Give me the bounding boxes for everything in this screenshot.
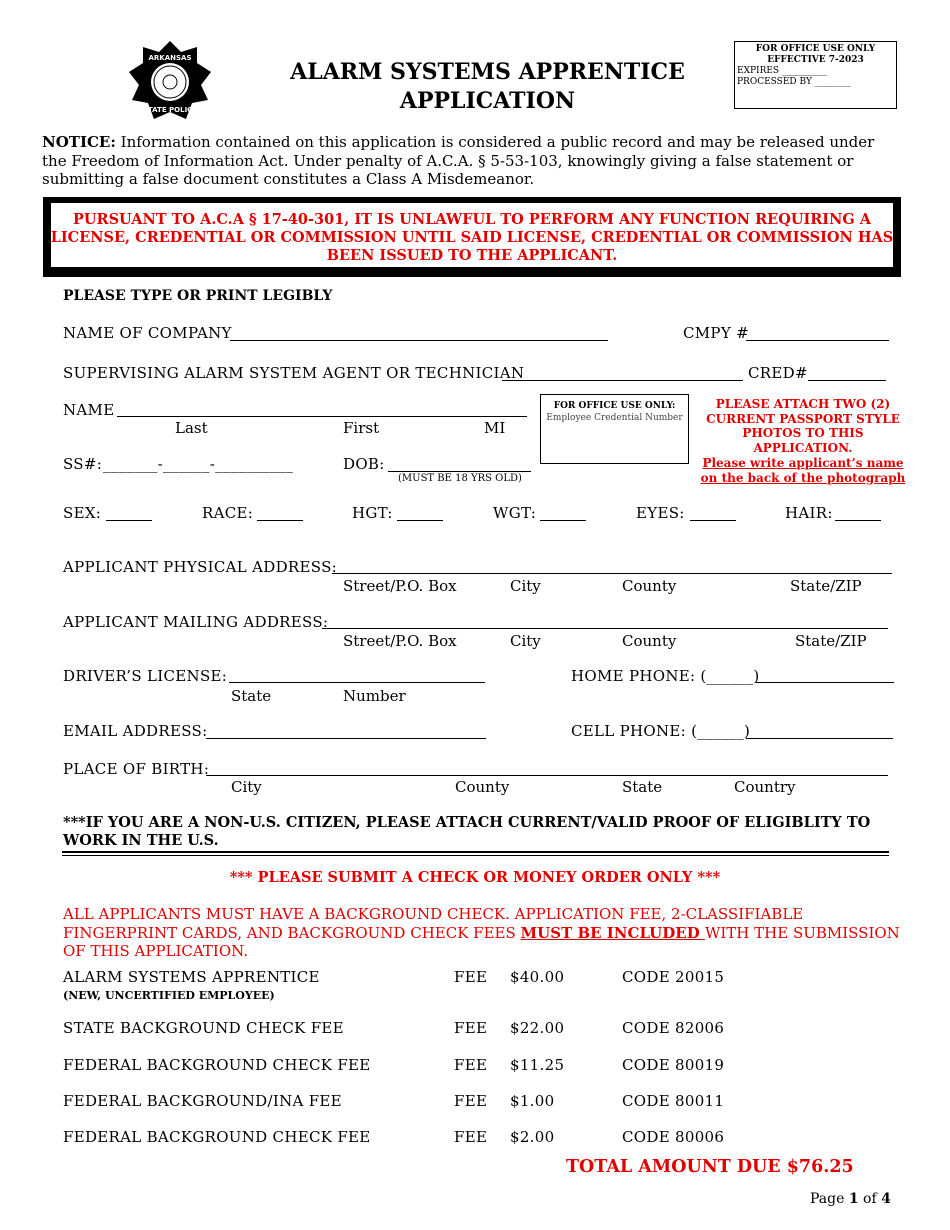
mailing-city-caption: City xyxy=(510,632,541,650)
physical-address-field[interactable] xyxy=(332,573,892,574)
drivers-license-field[interactable] xyxy=(229,682,485,683)
photo-note-2: CURRENT PASSPORT STYLE xyxy=(706,411,900,426)
fee-name: STATE BACKGROUND CHECK FEE xyxy=(63,1019,344,1037)
dl-number-caption: Number xyxy=(343,687,406,705)
fee-amount: $2.00 xyxy=(510,1128,555,1146)
eyes-field[interactable] xyxy=(690,520,736,521)
fee-amount: $11.25 xyxy=(510,1056,565,1074)
seal-top-text: ARKANSAS xyxy=(148,54,192,62)
bg-line-2a: FINGERPRINT CARDS, AND BACKGROUND CHECK FEES xyxy=(63,923,521,942)
fee-label: FEE xyxy=(454,968,488,986)
physical-county-caption: County xyxy=(622,577,677,595)
pob-city-caption: City xyxy=(231,778,262,796)
pob-county-caption: County xyxy=(455,778,510,796)
dl-state-caption: State xyxy=(231,687,272,705)
name-mi-caption: MI xyxy=(484,419,506,437)
physical-statezip-caption: State/ZIP xyxy=(790,577,862,595)
photo-note-5: Please write applicant’s name xyxy=(702,455,904,470)
fee-label: FEE xyxy=(454,1092,488,1110)
email-field[interactable] xyxy=(206,738,486,739)
company-name-field[interactable] xyxy=(230,340,608,341)
sex-field[interactable] xyxy=(106,520,152,521)
pob-country-caption: Country xyxy=(734,778,796,796)
fee-code: CODE 80011 xyxy=(622,1092,725,1110)
mailing-street-caption: Street/P.O. Box xyxy=(343,632,457,650)
fee-code: CODE 80006 xyxy=(622,1128,725,1146)
print-legibly-instruction: PLEASE TYPE OR PRINT LEGIBLY xyxy=(63,288,333,304)
physical-street-caption: Street/P.O. Box xyxy=(343,577,457,595)
home-phone-field[interactable] xyxy=(756,682,894,683)
race-label: RACE: xyxy=(202,504,254,522)
notice-label: NOTICE: xyxy=(42,133,116,151)
fee-code: CODE 80019 xyxy=(622,1056,725,1074)
name-label: NAME xyxy=(63,401,115,419)
fee-code: CODE 20015 xyxy=(622,968,725,986)
fee-code: CODE 82006 xyxy=(622,1019,725,1037)
place-of-birth-label: PLACE OF BIRTH: xyxy=(63,760,210,778)
cmpy-field[interactable] xyxy=(746,340,889,341)
photo-note-4: APPLICATION. xyxy=(753,441,853,456)
fee-amount: $22.00 xyxy=(510,1019,565,1037)
seal-bottom-text: STATE POLICE xyxy=(142,106,198,114)
office-use-effective: EFFECTIVE 7-2023 xyxy=(767,55,864,65)
fee-name: FEDERAL BACKGROUND CHECK FEE xyxy=(63,1128,371,1146)
hgt-field[interactable] xyxy=(397,520,443,521)
warning-box xyxy=(43,197,901,277)
photo-note-3: PHOTOS TO THIS xyxy=(742,426,864,441)
pob-state-caption: State xyxy=(622,778,663,796)
page-label: Page xyxy=(810,1191,849,1207)
place-of-birth-field[interactable] xyxy=(206,775,888,776)
name-first-caption: First xyxy=(343,419,380,437)
page-current: 1 xyxy=(848,1191,859,1207)
background-check-paragraph xyxy=(63,905,900,961)
cred-label: CRED# xyxy=(748,364,808,382)
photo-instructions xyxy=(700,397,906,485)
photo-note-1: PLEASE ATTACH TWO (2) xyxy=(715,397,891,411)
fee-label: FEE xyxy=(454,1056,488,1074)
dob-note: (MUST BE 18 YRS OLD) xyxy=(398,473,522,484)
supervising-label: SUPERVISING ALARM SYSTEM AGENT OR TECHNICIAN xyxy=(63,364,525,382)
bg-line-1: ALL APPLICANTS MUST HAVE A BACKGROUND CHECK. APPLICATION FEE, 2-CLASSIFIABLE xyxy=(63,905,804,923)
photo-note-6: on the back of the photograph xyxy=(700,470,906,485)
fee-amount: $1.00 xyxy=(510,1092,555,1110)
ss-field[interactable]: _______-______-__________ xyxy=(103,455,294,473)
race-field[interactable] xyxy=(257,520,303,521)
physical-city-caption: City xyxy=(510,577,541,595)
title-line-2: APPLICATION xyxy=(399,88,576,114)
hair-label: HAIR: xyxy=(785,504,833,522)
fee-name: FEDERAL BACKGROUND/INA FEE xyxy=(63,1092,342,1110)
cmpy-label: CMPY # xyxy=(683,324,749,342)
notice-text-1: Information contained on this application is considered a public record and may be released under xyxy=(115,133,875,151)
notice-paragraph xyxy=(42,133,922,189)
supervising-field[interactable] xyxy=(502,380,743,381)
employee-credential-box xyxy=(540,394,689,464)
arkansas-state-police-seal xyxy=(128,40,212,124)
citizen-line-1: ***IF YOU ARE A NON-U.S. CITIZEN, PLEASE ATTACH CURRENT/VALID PROOF OF ELIGIBLITY TO xyxy=(63,814,871,831)
home-phone-label: HOME PHONE: (______) xyxy=(571,667,760,685)
mailing-address-field[interactable] xyxy=(322,628,888,629)
fee-label: FEE xyxy=(454,1019,488,1037)
ss-label: SS#: xyxy=(63,455,103,473)
wgt-field[interactable] xyxy=(540,520,586,521)
email-label: EMAIL ADDRESS: xyxy=(63,722,208,740)
title-line-1: ALARM SYSTEMS APPRENTICE xyxy=(290,59,685,85)
mailing-address-label: APPLICANT MAILING ADDRESS: xyxy=(63,613,329,631)
warning-line-3: BEEN ISSUED TO THE APPLICANT. xyxy=(326,247,618,264)
fee-label: FEE xyxy=(454,1128,488,1146)
office-use-box xyxy=(734,41,897,109)
hair-field[interactable] xyxy=(835,520,881,521)
sex-label: SEX: xyxy=(63,504,102,522)
mailing-statezip-caption: State/ZIP xyxy=(795,632,867,650)
cell-phone-field[interactable] xyxy=(746,738,893,739)
bg-line-2c: WITH THE SUBMISSION xyxy=(704,923,900,942)
total-amount-due: TOTAL AMOUNT DUE $76.25 xyxy=(566,1157,854,1177)
fee-amount: $40.00 xyxy=(510,968,565,986)
office-use-processed: PROCESSED BY ________ xyxy=(737,77,851,87)
name-last-caption: Last xyxy=(175,419,208,437)
fee-name: FEDERAL BACKGROUND CHECK FEE xyxy=(63,1056,371,1074)
eyes-label: EYES: xyxy=(636,504,685,522)
dob-field[interactable] xyxy=(388,471,531,472)
office-use-title: FOR OFFICE USE ONLY xyxy=(755,44,876,54)
wgt-label: WGT: xyxy=(493,504,537,522)
credential-box-title: FOR OFFICE USE ONLY: xyxy=(553,401,676,411)
mailing-county-caption: County xyxy=(622,632,677,650)
drivers-license-label: DRIVER’S LICENSE: xyxy=(63,667,228,685)
bg-line-2b: MUST BE INCLUDED xyxy=(520,923,705,942)
company-name-label: NAME OF COMPANY xyxy=(63,324,232,342)
hgt-label: HGT: xyxy=(352,504,393,522)
citizen-line-2: WORK IN THE U.S. xyxy=(63,832,219,849)
notice-text-3: submitting a false document constitutes a Class A Misdemeanor. xyxy=(42,170,535,188)
cell-phone-label: CELL PHONE: (______) xyxy=(571,722,751,740)
credential-box-sub: Employee Credential Number xyxy=(546,413,683,423)
physical-address-label: APPLICANT PHYSICAL ADDRESS: xyxy=(63,558,337,576)
fee-name: ALARM SYSTEMS APPRENTICE xyxy=(63,968,320,986)
check-money-order-note: *** PLEASE SUBMIT A CHECK OR MONEY ORDER ONLY *** xyxy=(229,869,721,886)
cred-field[interactable] xyxy=(808,380,886,381)
page-of: of xyxy=(858,1191,882,1207)
page-number xyxy=(810,1190,891,1208)
warning-line-2: LICENSE, CREDENTIAL OR COMMISSION UNTIL SAID LICENSE, CREDENTIAL OR COMMISSION HAS xyxy=(50,229,894,246)
section-divider xyxy=(62,851,889,856)
notice-text-2: the Freedom of Information Act. Under penalty of A.C.A. § 5-53-103, knowingly giving a false statement or xyxy=(42,151,854,170)
warning-line-1: PURSUANT TO A.C.A § 17-40-301, IT IS UNLAWFUL TO PERFORM ANY FUNCTION REQUIRING A xyxy=(72,211,872,228)
page-total: 4 xyxy=(881,1191,891,1207)
form-title xyxy=(260,58,715,116)
fee-sub: (NEW, UNCERTIFIED EMPLOYEE) xyxy=(63,989,275,1002)
bg-line-3: OF THIS APPLICATION. xyxy=(63,942,249,960)
name-field[interactable] xyxy=(117,416,527,417)
non-citizen-note xyxy=(63,814,870,850)
office-use-expires: EXPIRES __________ xyxy=(737,66,827,76)
dob-label: DOB: xyxy=(343,455,385,473)
